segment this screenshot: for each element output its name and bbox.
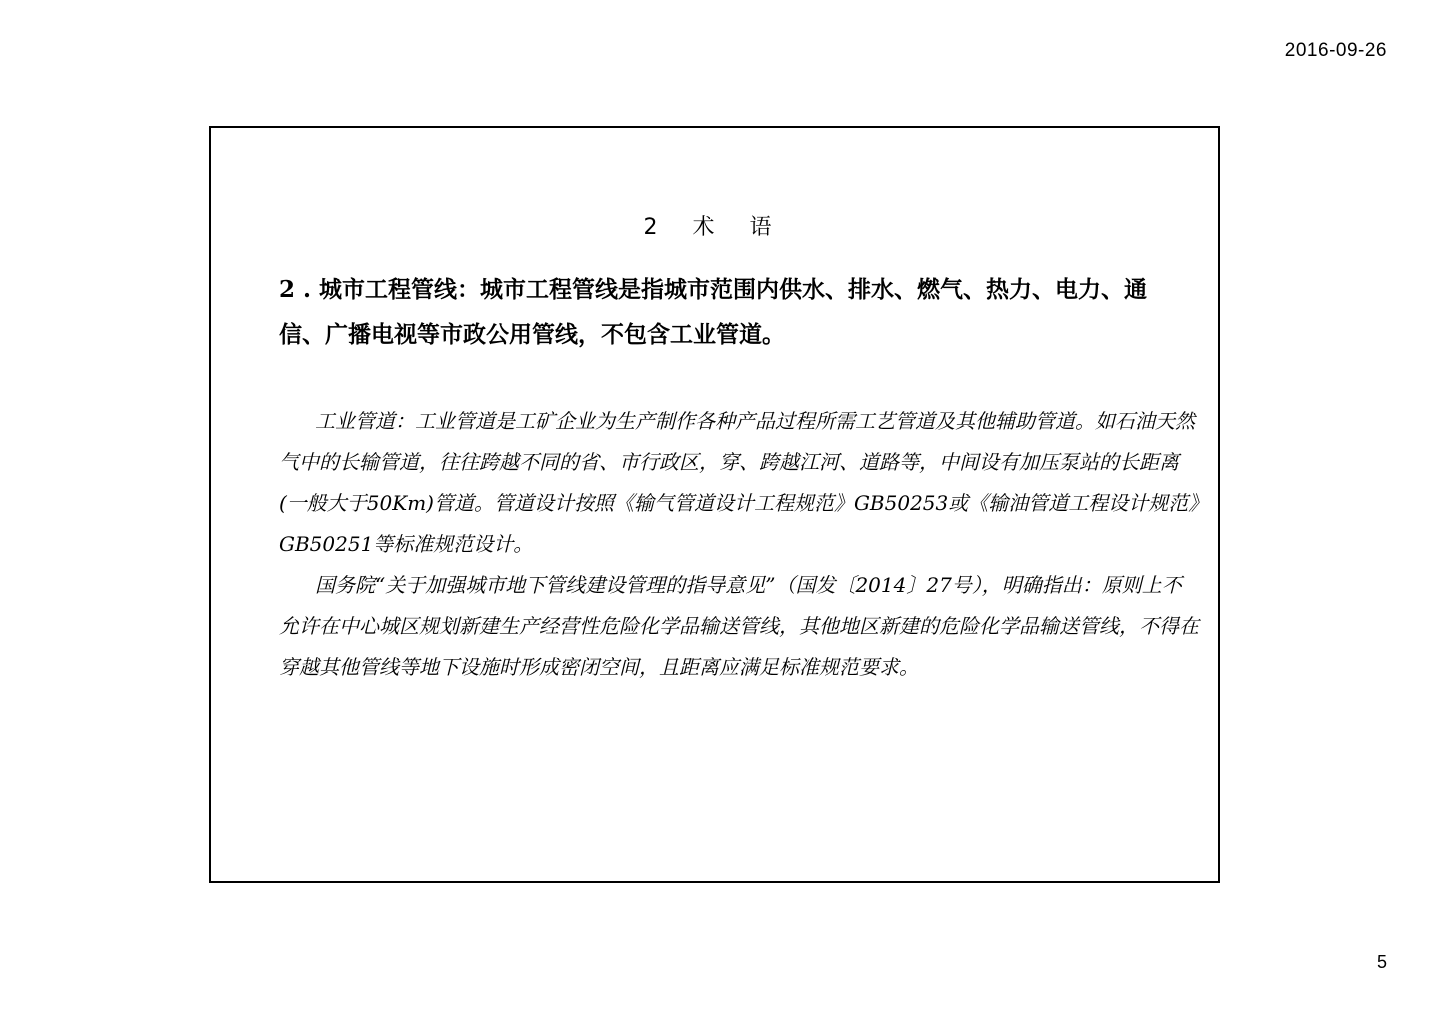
content-frame — [209, 126, 1220, 883]
section-title: 2 术 语 — [643, 215, 786, 240]
page-number: 5 — [1376, 952, 1387, 972]
explanation-block — [279, 401, 1199, 688]
explanation-paragraph: 工业管道：工业管道是工矿企业为生产制作各种产品过程所需工艺管道及其他辅助管道。如石油天然气中的长输管道，往往跨越不同的省、市行政区，穿、跨越江河、道路等，中间设有加压泵站的长距离(一般大于50Km)管道。管道设计按照《输气管道设计工程规范》GB50253或《输油管道工程设计规范》GB50251等标准规范设计。 — [279, 409, 1199, 556]
document-date: 2016-09-26 — [1284, 40, 1387, 61]
term-definition: 2 . 城市工程管线：城市工程管线是指城市范围内供水、排水、燃气、热力、电力、通信、广播电视等市政公用管线，不包含工业管道。 — [279, 276, 1148, 348]
explanation-paragraph: 国务院“关于加强城市地下管线建设管理的指导意见”（国发〔2014〕27号），明确指出：原则上不允许在中心城区规划新建生产经营性危险化学品输送管线，其他地区新建的危险化学品输送管线，不得在穿越其他管线等地下设施时形成密闭空间，且距离应满足标准规范要求。 — [279, 573, 1199, 679]
